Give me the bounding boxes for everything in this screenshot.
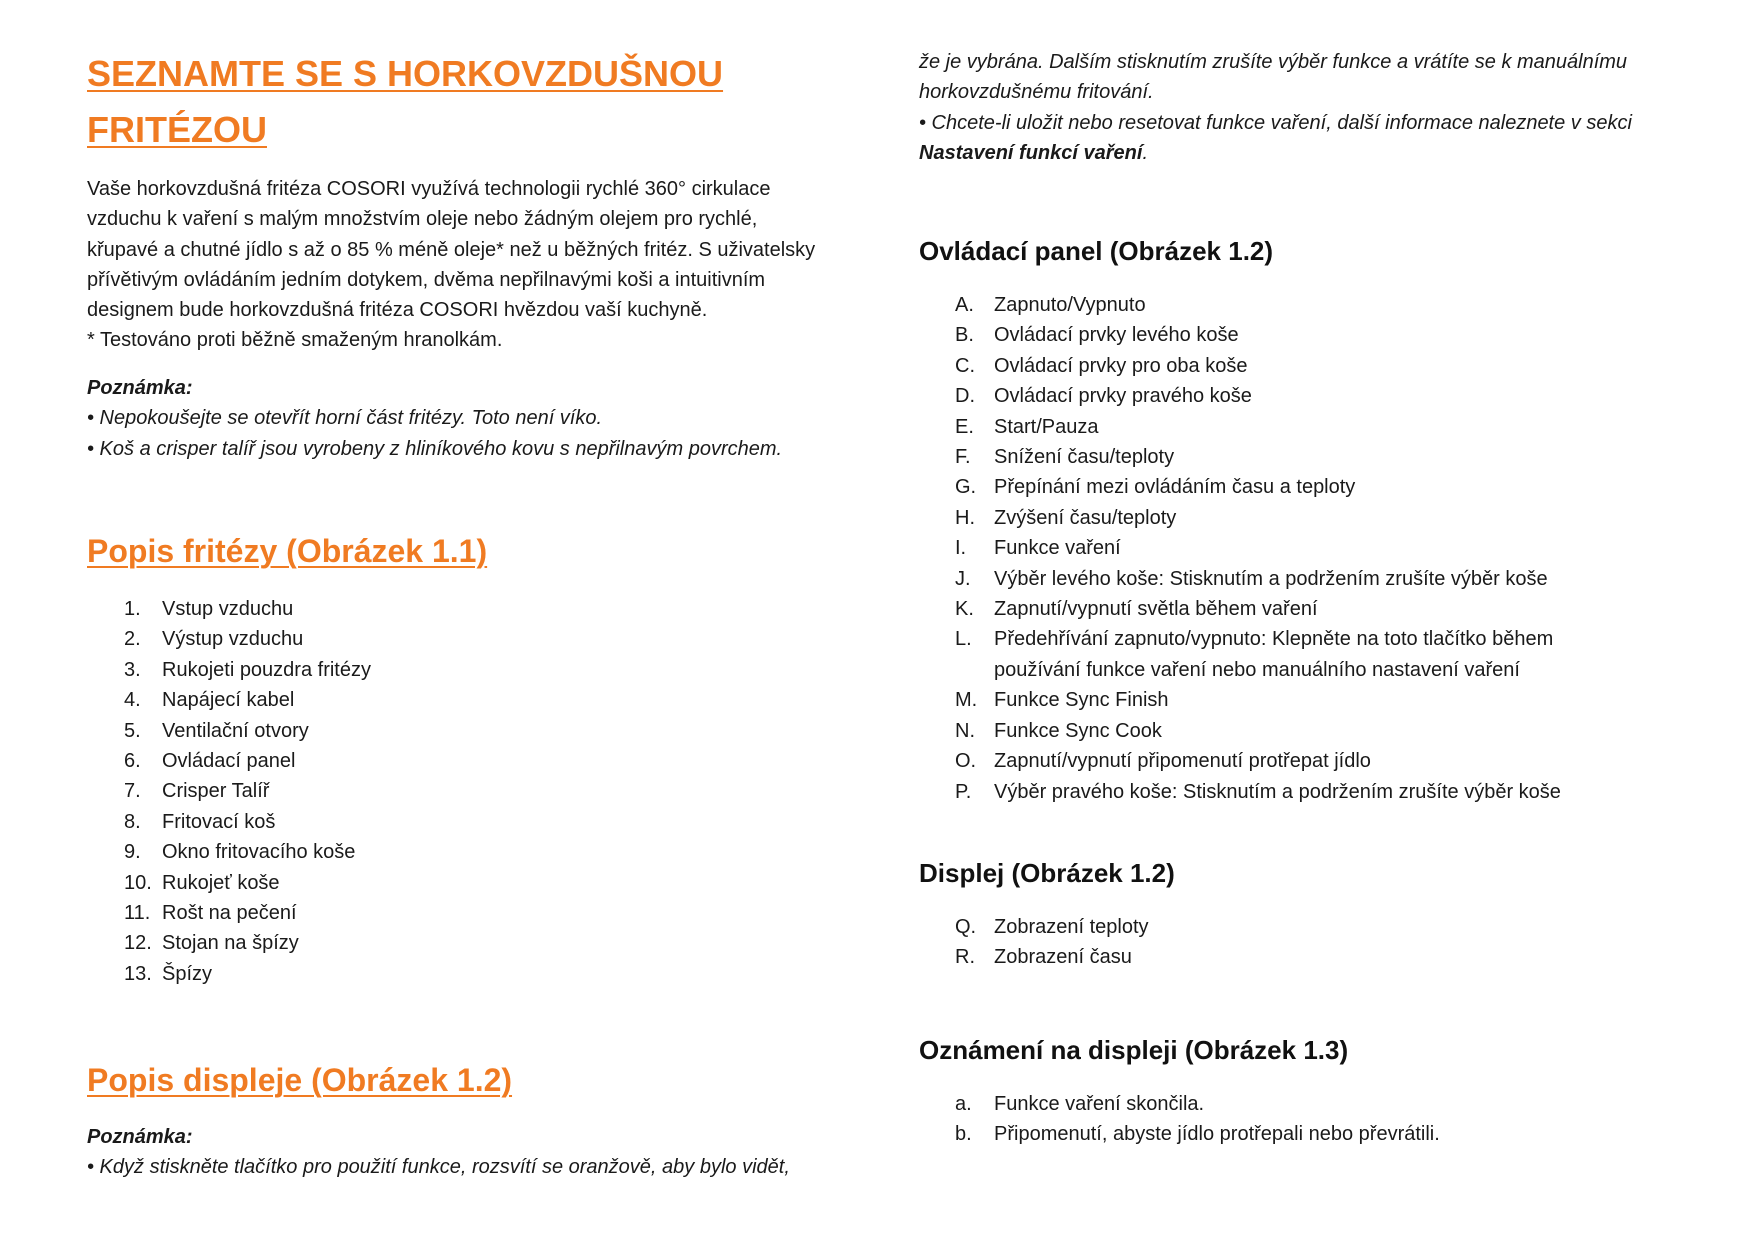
list-number: 1. <box>124 598 141 620</box>
intro-line: křupavé a chutné jídlo s až o 85 % méně oleje* než u běžných fritéz. S uživatelsky <box>87 238 816 261</box>
control-panel-list <box>955 290 1655 807</box>
list-letter: N. <box>955 719 975 742</box>
list-letter: b. <box>955 1123 972 1146</box>
list-label: Zvýšení času/teploty <box>994 506 1177 529</box>
list-item <box>955 503 1655 533</box>
list-label: Zobrazení teploty <box>994 916 1149 938</box>
list-item <box>955 412 1655 442</box>
list-letter: C. <box>955 354 975 377</box>
list-label: Zapnutí/vypnutí připomenutí protřepat jídlo <box>994 750 1371 773</box>
list-item <box>124 807 824 837</box>
list-letter: Q. <box>955 916 977 938</box>
list-label: Ovládací prvky pro oba koše <box>994 354 1248 377</box>
list-number: 3. <box>124 658 141 681</box>
list-letter: L. <box>955 628 972 651</box>
list-number: 2. <box>124 628 141 651</box>
list-item <box>124 655 824 685</box>
list-label: Zapnuto/Vypnuto <box>994 294 1146 316</box>
list-letter: R. <box>955 946 975 969</box>
list-label: Výstup vzduchu <box>162 628 304 651</box>
list-item <box>124 959 824 989</box>
list-item <box>124 868 824 898</box>
list-label: Crisper Talíř <box>162 780 270 803</box>
display-description-heading: Popis displeje (Obrázek 1.2) <box>87 1062 513 1098</box>
list-item <box>955 942 1655 972</box>
list-label: Vstup vzduchu <box>162 598 294 620</box>
list-label: Výběr pravého koše: Stisknutím a podržením zrušíte výběr koše <box>994 780 1561 803</box>
continuation-line: horkovzdušnému fritování. <box>919 81 1154 104</box>
note-label: Poznámka: <box>87 377 193 399</box>
list-label: Přepínání mezi ovládáním času a teploty <box>994 476 1356 499</box>
list-item <box>124 594 824 624</box>
intro-line: vzduchu k vaření s malým množstvím oleje nebo žádným olejem pro rychlé, <box>87 208 758 231</box>
list-number: 13. <box>124 962 152 985</box>
display-note-label: Poznámka: <box>87 1126 193 1148</box>
list-letter: I. <box>955 537 967 560</box>
list-label: Funkce Sync Finish <box>994 689 1169 712</box>
list-label: Snížení času/teploty <box>994 446 1175 469</box>
list-item <box>955 564 1655 594</box>
list-item <box>124 776 824 806</box>
list-item <box>955 290 1655 320</box>
list-item <box>955 716 1655 746</box>
list-number: 8. <box>124 810 141 833</box>
list-label: Rukojeti pouzdra fritézy <box>162 658 371 681</box>
list-item <box>124 624 824 654</box>
list-item <box>955 746 1655 776</box>
list-label: Ventilační otvory <box>162 719 309 742</box>
list-label: Stojan na špízy <box>162 932 299 955</box>
list-letter: G. <box>955 476 977 499</box>
page-title-line1: SEZNAMTE SE S HORKOVZDUŠNOU <box>87 53 724 94</box>
list-item <box>955 472 1655 502</box>
intro-line: Vaše horkovzdušná fritéza COSORI využívá technologii rychlé 360° cirkulace <box>87 178 771 200</box>
continuation-line: že je vybrána. Dalším stisknutím zrušíte výběr funkce a vrátíte se k manuálnímu <box>919 51 1628 73</box>
continuation-period: . <box>1142 141 1148 164</box>
list-label: Funkce vaření skončila. <box>994 1093 1205 1115</box>
list-label: Napájecí kabel <box>162 689 295 712</box>
display-heading: Displej (Obrázek 1.2) <box>919 858 1175 888</box>
list-item <box>955 624 1655 685</box>
list-label: Ovládací prvky levého koše <box>994 324 1239 347</box>
list-label: Zobrazení času <box>994 946 1132 969</box>
list-item <box>955 777 1655 807</box>
list-label: Rošt na pečení <box>162 902 297 925</box>
fryer-description-heading: Popis fritézy (Obrázek 1.1) <box>87 533 488 569</box>
list-item <box>955 320 1655 350</box>
list-letter: A. <box>955 294 974 316</box>
list-label: Okno fritovacího koše <box>162 841 356 864</box>
list-item <box>124 716 824 746</box>
list-number: 4. <box>124 689 141 712</box>
list-item <box>955 912 1655 942</box>
list-item <box>124 746 824 776</box>
list-letter: a. <box>955 1093 972 1115</box>
list-label: Ovládací panel <box>162 750 296 773</box>
list-label: Start/Pauza <box>994 415 1099 438</box>
continuation-line: • Chcete-li uložit nebo resetovat funkce vaření, další informace naleznete v sekci <box>919 111 1632 134</box>
list-item <box>955 1089 1655 1119</box>
list-letter: M. <box>955 689 978 712</box>
list-item <box>955 442 1655 472</box>
list-letter: O. <box>955 750 977 773</box>
list-item <box>955 533 1655 563</box>
list-number: 6. <box>124 750 141 773</box>
intro-paragraph <box>87 174 815 356</box>
note-line: • Koš a crisper talíř jsou vyrobeny z hliníkového kovu s nepřilnavým povrchem. <box>87 437 783 460</box>
list-letter: K. <box>955 598 974 621</box>
list-label: Předehřívání zapnuto/vypnuto: Klepněte na toto tlačítko během používání funkce vaření nebo manuálního nastavení vaření <box>994 628 1554 681</box>
display-list <box>955 912 1655 973</box>
list-item <box>955 1119 1655 1149</box>
list-label: Špízy <box>162 962 213 985</box>
list-label: Výběr levého koše: Stisknutím a podržením zrušíte výběr koše <box>994 567 1548 590</box>
page-title-line2: FRITÉZOU <box>87 109 267 150</box>
continuation-line <box>919 138 1632 168</box>
list-label: Připomenutí, abyste jídlo protřepali nebo převrátili. <box>994 1123 1440 1146</box>
note-block <box>87 373 782 464</box>
intro-line: designem bude horkovzdušná fritéza COSORI hvězdou vaší kuchyně. <box>87 299 708 322</box>
intro-footnote: * Testováno proti běžně smaženým hranolkám. <box>87 329 503 352</box>
list-item <box>955 381 1655 411</box>
list-letter: F. <box>955 446 971 469</box>
list-number: 11. <box>124 902 151 925</box>
list-number: 5. <box>124 719 141 742</box>
list-letter: D. <box>955 385 975 408</box>
list-item <box>124 837 824 867</box>
list-label: Fritovací koš <box>162 810 276 833</box>
list-item <box>955 685 1655 715</box>
display-note-block <box>87 1122 790 1183</box>
list-label: Funkce Sync Cook <box>994 719 1162 742</box>
list-letter: P. <box>955 780 972 803</box>
display-note-line: • Když stiskněte tlačítko pro použití funkce, rozsvítí se oranžově, aby bylo vidět, <box>87 1156 790 1179</box>
display-note-continuation <box>919 47 1632 168</box>
note-line: • Nepokoušejte se otevřít horní část fritézy. Toto není víko. <box>87 407 603 430</box>
fryer-parts-list <box>124 594 824 989</box>
list-label: Zapnutí/vypnutí světla během vaření <box>994 598 1318 621</box>
list-item <box>124 898 824 928</box>
list-number: 7. <box>124 780 141 803</box>
list-letter: H. <box>955 506 975 529</box>
list-letter: J. <box>955 567 971 590</box>
list-number: 9. <box>124 841 141 864</box>
list-letter: E. <box>955 415 974 438</box>
list-item <box>955 594 1655 624</box>
list-item <box>124 928 824 958</box>
list-number: 12. <box>124 932 152 955</box>
list-number: 10. <box>124 871 152 894</box>
control-panel-heading: Ovládací panel (Obrázek 1.2) <box>919 236 1274 266</box>
display-notifications-heading: Oznámení na displeji (Obrázek 1.3) <box>919 1035 1349 1065</box>
intro-line: přívětivým ovládáním jedním dotykem, dvěma nepřilnavými koši a intuitivním <box>87 268 766 291</box>
list-label: Funkce vaření <box>994 537 1121 560</box>
list-item <box>124 685 824 715</box>
display-notifications-list <box>955 1089 1655 1150</box>
cooking-settings-reference: Nastavení funkcí vaření <box>919 141 1143 164</box>
page-title <box>87 46 723 158</box>
list-letter: B. <box>955 324 974 347</box>
list-item <box>955 351 1655 381</box>
list-label: Rukojeť koše <box>162 871 280 894</box>
list-label: Ovládací prvky pravého koše <box>994 385 1252 408</box>
